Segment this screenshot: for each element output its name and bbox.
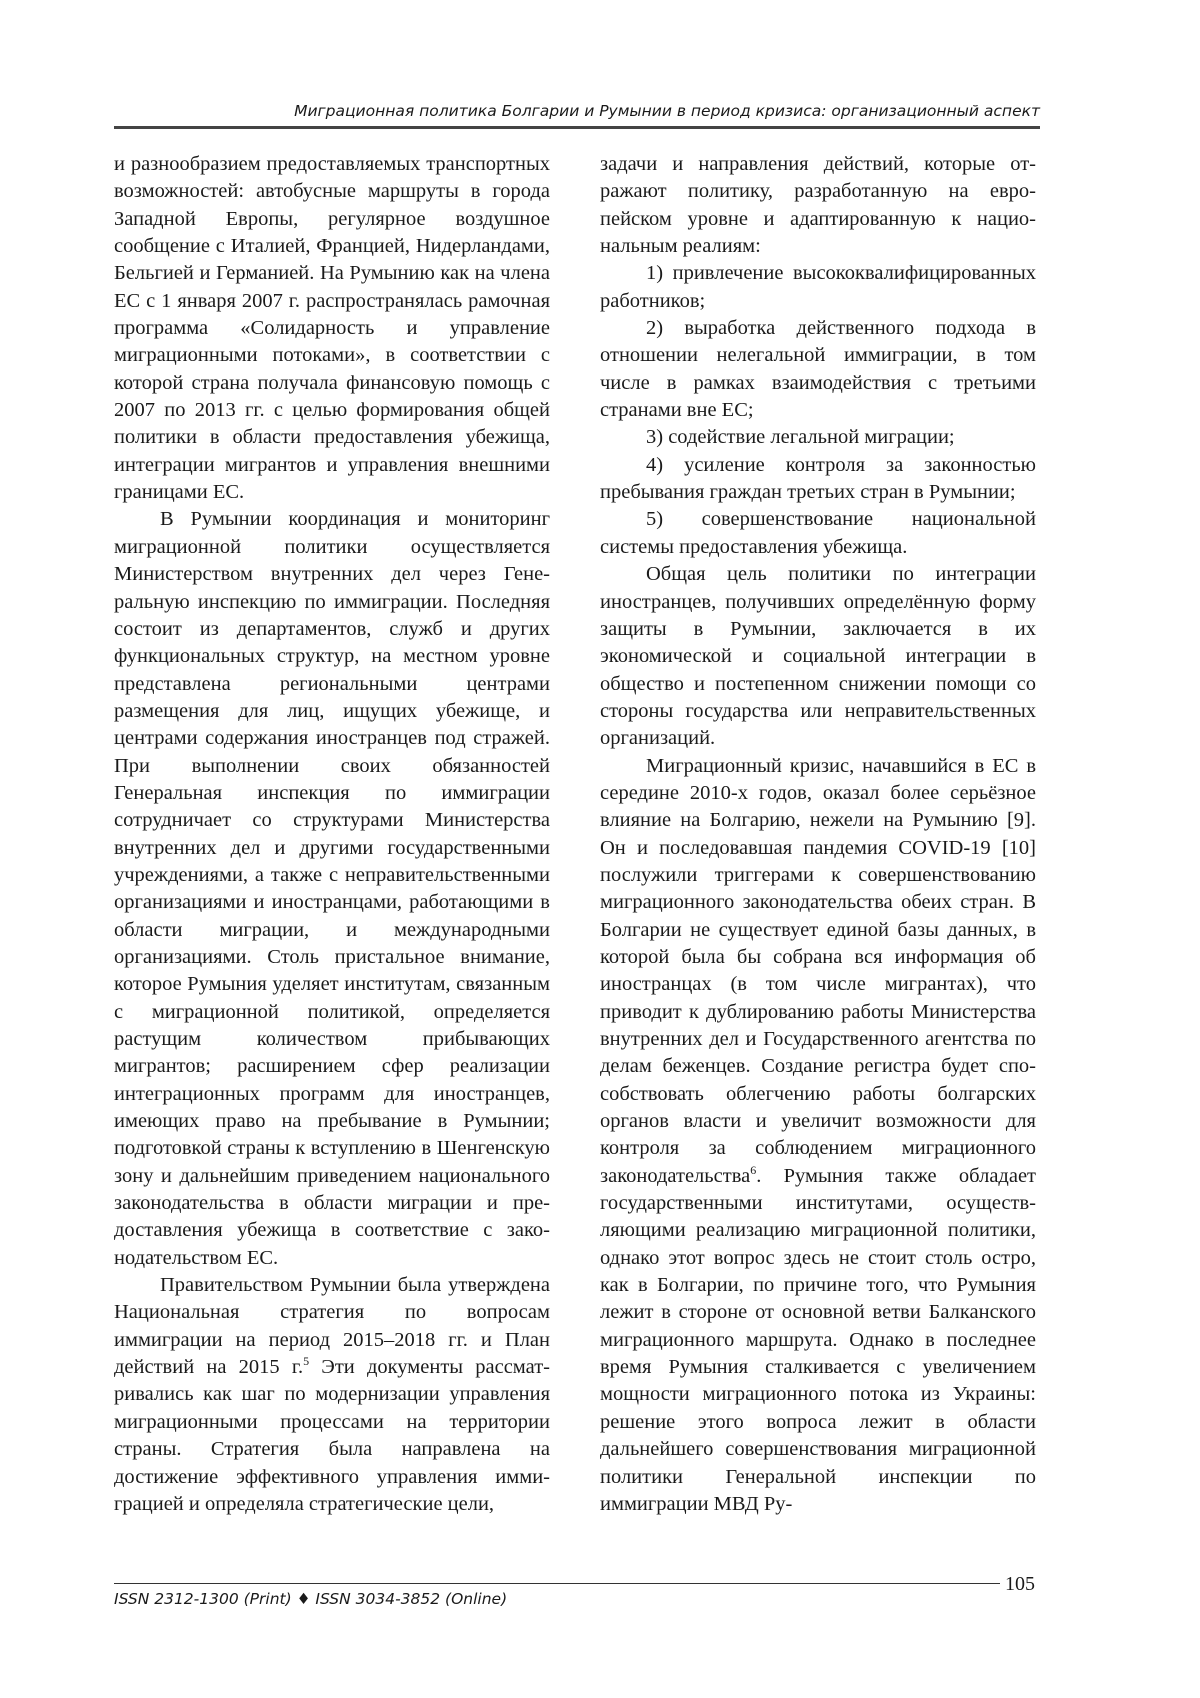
left-column [114, 151, 550, 1518]
paragraph-text: Миграционный кризис, начавшийся в ЕС в середине 2010-х годов, оказал более серьёзное влияние на Болгарию, нежели на Румынию [9]. Он и последовавшая пандемия COVID-19 [10] послужили триггерами к совершенствованию миграционного законодательства обеих стран. В Болгарии не существует единой базы данных, в которой была бы собрана вся информация об иностранцах (в том числе мигрантах), что приводит к дублированию работы Министерства внутренних дел и Государственного агентства по делам беженцев. Создание регистра будет способствовать облегчению работы болгарских органов власти и увеличит возможности для контроля за соблюдением миграционного законодательства [600, 754, 1036, 1187]
paragraph-text: Правительством Румынии была утверждена Национальная стратегия по вопросам иммиграции на период 2015–2018 гг. и План действий на 2015 г. [114, 1274, 550, 1379]
paragraph: задачи и направления действий, которые отражают политику, разработанную на европейском уровне и адаптированную к национальным реалиям: [600, 153, 1036, 258]
footer-divider [114, 1583, 1000, 1584]
paragraph: и разнообразием предоставляемых транспортных возможностей: автобусные маршруты в города Западной Европы, регулярное воздушное сообщение с Италией, Францией, Нидерландами, Бельгией и Германией. На Румынию как на члена ЕС с 1 января 2007 г. распространялась рамочная программа «Солидарность и управление миграционными потоками», в соответствии с которой страна получала финансовую помощь с 2007 по 2013 гг. с целью формирования общей политики в области предоставления убежища, интеграции мигрантов и управления внешними границами ЕС. [114, 153, 550, 504]
running-header: Миграционная политика Болгарии и Румынии в период кризиса: организационный аспект [114, 102, 1040, 129]
page-number: 105 [1005, 1573, 1035, 1595]
paragraph-text: Эти документы рассматривались как шаг по модернизации управления миграционными процессами на территории страны. Стратегия была направлена на достижение эффективного управления иммиграцией и определяла стратегические цели, [114, 1356, 550, 1515]
paragraph-text: . Румыния также обладает государственными институтами, осуществляющими реализацию миграционной политики, однако этот вопрос здесь не стоит столь остро, как в Болгарии, по причине того, что Румыния лежит в стороне от основной ветви Балканского миграционного маршрута. Однако в последнее время Румыния сталкивается с увеличением мощности миграционного потока из Украины: решение этого вопроса лежит в области дальнейшего совершенствования миграционной политики Генеральной инспекции по иммиграции МВД Ру- [600, 1164, 1036, 1515]
list-item: 1) привлечение высококвалифицированных работников; [600, 262, 1036, 312]
list-item: 4) усиление контроля за законностью пребывания граждан третьих стран в Румынии; [600, 453, 1036, 504]
footnote-ref[interactable]: 6 [750, 1162, 757, 1177]
paragraph [114, 1272, 550, 1518]
paragraph: В Румынии координация и мониторинг миграционной политики осуществляется Министерством внутренних дел через Генеральную инспекцию по иммиграции. Последняя состоит из департаментов, служб и других функциональных структур, на местном уровне представлена региональными центрами размещения для лиц, ищущих убежище, и центрами содержания иностранцев под стражей. При выполнении своих обязанностей Генеральная инспекция по иммиграции сотрудничает со структурами Министерства внутренних дел и другими государственными учреждениями, а также с неправительственными организациями и иностранцами, работающими в области миграции, и международными организациями. Столь пристальное внимание, которое Румыния уделяет институтам, связанным с миграционной политикой, определяется растущим количеством прибывающих мигрантов; расширением сфер реализации интеграционных программ для иностранцев, имеющих право на пребывание в Румынии; подготовкой страны к вступлению в Шенгенскую зону и дальнейшим приведением национального законодательства в области миграции и предоставления убежища в соответствие с законодательством ЕС. [114, 508, 550, 1269]
right-column [600, 151, 1036, 1518]
list-item: 2) выработка действенного подхода в отношении нелегальной иммиграции, в том числе в рамках взаимодействия с третьими странами вне ЕС; [600, 317, 1036, 422]
paragraph: Общая цель политики по интеграции иностранцев, получивших определённую форму защиты в Румынии, заключается в их экономической и социальной интеграции в общество и постепенном снижении помощи со стороны государства или неправительственных организаций. [600, 563, 1036, 750]
paragraph [600, 753, 1036, 1519]
footnote-ref[interactable]: 5 [303, 1354, 310, 1369]
list-item: 5) совершенствование национальной системы предоставления убежища. [600, 508, 1036, 558]
list-item: 3) содействие легальной миграции; [646, 426, 955, 449]
footer-issn: ISSN 2312-1300 (Print) ♦ ISSN 3034-3852 (Online) [114, 1590, 508, 1608]
